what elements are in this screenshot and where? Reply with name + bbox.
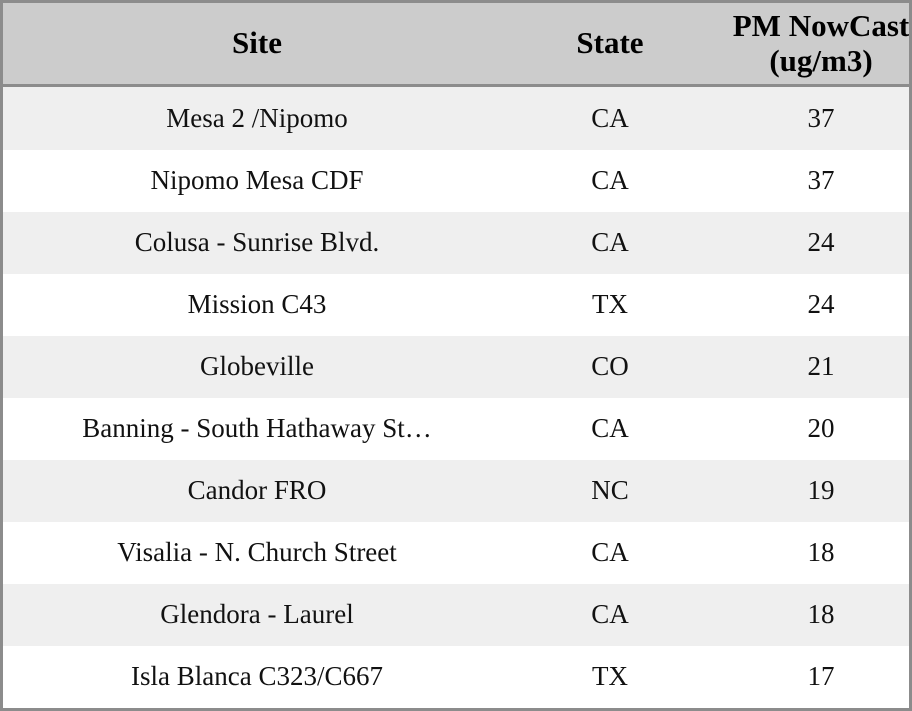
cell-pm-nowcast: 24 [709, 212, 912, 274]
table-row[interactable] [3, 460, 912, 522]
cell-site: Globeville [3, 336, 511, 398]
table-row[interactable] [3, 212, 912, 274]
cell-pm-nowcast: 21 [709, 336, 912, 398]
cell-site: Nipomo Mesa CDF [3, 150, 511, 212]
cell-pm-nowcast: 17 [709, 646, 912, 708]
cell-site: Mesa 2 /Nipomo [3, 86, 511, 150]
cell-pm-nowcast: 20 [709, 398, 912, 460]
column-header-pm-nowcast[interactable]: PM NowCast (ug/m3) [709, 3, 912, 86]
column-header-state[interactable]: State [511, 3, 709, 86]
table-row[interactable] [3, 86, 912, 150]
cell-state: TX [511, 274, 709, 336]
column-header-site[interactable]: Site [3, 3, 511, 86]
table-body [3, 86, 912, 708]
table-row[interactable] [3, 398, 912, 460]
cell-state: CA [511, 212, 709, 274]
table-header [3, 3, 912, 86]
cell-state: CA [511, 398, 709, 460]
cell-state: CA [511, 86, 709, 150]
cell-pm-nowcast: 37 [709, 150, 912, 212]
table-row[interactable] [3, 336, 912, 398]
cell-pm-nowcast: 19 [709, 460, 912, 522]
cell-site: Colusa - Sunrise Blvd. [3, 212, 511, 274]
cell-site: Candor FRO [3, 460, 511, 522]
cell-site: Glendora - Laurel [3, 584, 511, 646]
cell-state: CA [511, 584, 709, 646]
cell-site: Visalia - N. Church Street [3, 522, 511, 584]
cell-site: Banning - South Hathaway St… [3, 398, 511, 460]
table-row[interactable] [3, 274, 912, 336]
table-header-row [3, 3, 912, 86]
table-row[interactable] [3, 584, 912, 646]
cell-site: Isla Blanca C323/C667 [3, 646, 511, 708]
cell-state: CA [511, 150, 709, 212]
cell-pm-nowcast: 24 [709, 274, 912, 336]
cell-pm-nowcast: 18 [709, 522, 912, 584]
table-row[interactable] [3, 150, 912, 212]
table-row[interactable] [3, 646, 912, 708]
table-row[interactable] [3, 522, 912, 584]
cell-pm-nowcast: 37 [709, 86, 912, 150]
cell-state: NC [511, 460, 709, 522]
cell-state: TX [511, 646, 709, 708]
cell-site: Mission C43 [3, 274, 511, 336]
cell-state: CA [511, 522, 709, 584]
cell-pm-nowcast: 18 [709, 584, 912, 646]
pm-nowcast-table [3, 3, 912, 708]
cell-state: CO [511, 336, 709, 398]
